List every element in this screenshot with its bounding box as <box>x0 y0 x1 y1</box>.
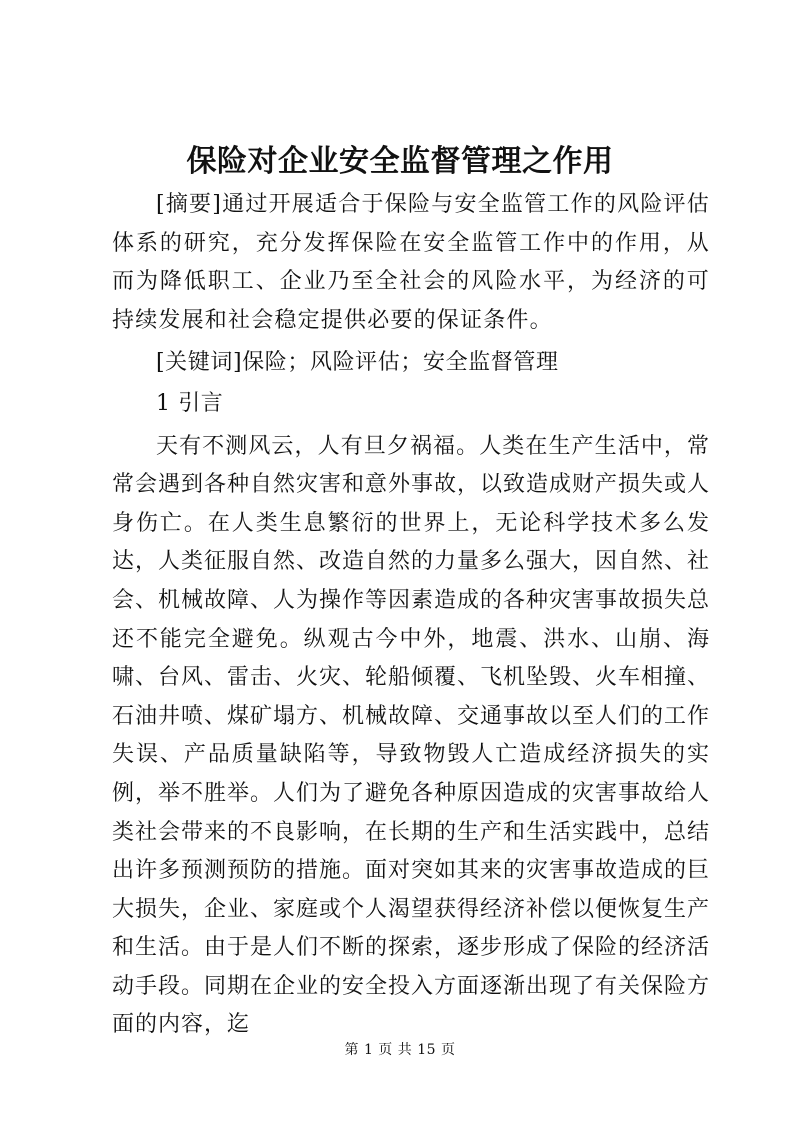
abstract-paragraph: [摘要]通过开展适合于保险与安全监管工作的风险评估体系的研究，充分发挥保险在安全监管工作中的作用，从而为降低职工、企业乃至全社会的风险水平，为经济的可持续发展和社会稳定提供必要的保证条件。 <box>112 192 710 333</box>
section-heading: 1 引言 <box>156 390 224 416</box>
page-number-footer: 第 1 页 共 15 页 <box>344 1042 456 1058</box>
body-paragraph: 天有不测风云，人有旦夕祸福。人类在生产生活中，常常会遇到各种自然灾害和意外事故，以致造成财产损失或人身伤亡。在人类生息繁衍的世界上，无论科学技术多么发达，人类征服自然、改造自然的力量多么强大，因自然、社会、机械故障、人为操作等因素造成的各种灾害事故损失总还不能完全避免。纵观古今中外，地震、洪水、山崩、海啸、台风、雷击、火灾、轮船倾覆、飞机坠毁、火车相撞、石油井喷、煤矿塌方、机械故障、交通事故以至人们的工作失误、产品质量缺陷等，导致物毁人亡造成经济损失的实例，举不胜举。人们为了避免各种原因造成的灾害事故给人类社会带来的不良影响，在长期的生产和生活实践中，总结出许多预测预防的措施。面对突如其来的灾害事故造成的巨大损失，企业、家庭或个人渴望获得经济补偿以便恢复生产和生活。由于是人们不断的探索，逐步形成了保险的经济活动手段。同期在企业的安全投入方面逐渐出现了有关保险方面的内容，迄 <box>112 433 711 1038</box>
document-content <box>112 186 710 1045</box>
keywords-paragraph: [关键词]保险；风险评估；安全监督管理 <box>156 350 559 376</box>
document-title: 保险对企业安全监督管理之作用 <box>186 144 614 179</box>
